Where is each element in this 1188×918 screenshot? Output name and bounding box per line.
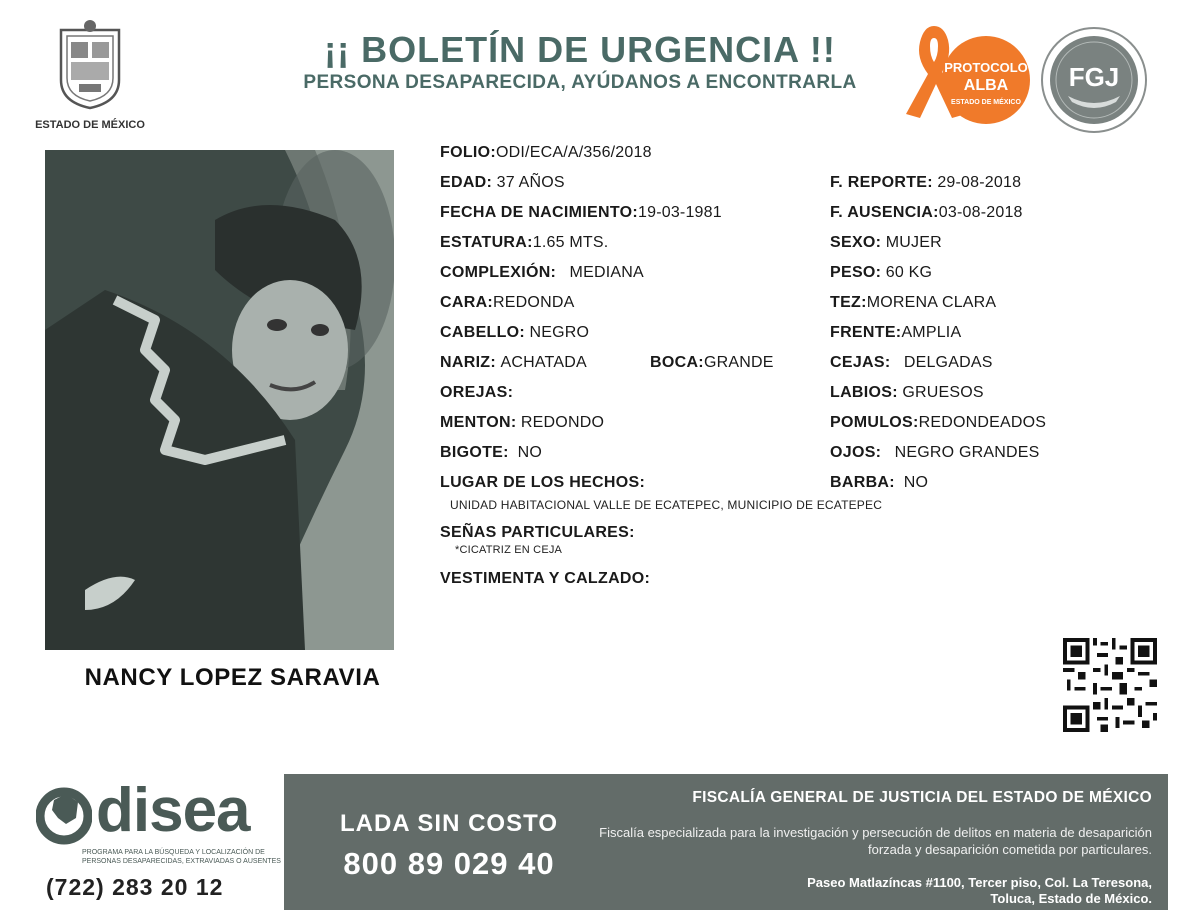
fiscalia-address	[692, 875, 1152, 907]
field-value: MORENA CLARA	[866, 294, 997, 311]
field-value: NEGRO	[529, 324, 590, 341]
field-value: ACHATADA	[500, 354, 587, 371]
field-value: NO	[517, 444, 543, 461]
field-value: 1.65 MTS.	[532, 234, 609, 251]
field-label: FECHA DE NACIMIENTO:	[440, 204, 638, 221]
field-value: 03-08-2018	[938, 204, 1023, 221]
field-label: CEJAS:	[830, 354, 891, 371]
field-barba	[830, 474, 928, 492]
field-label: CABELLO:	[440, 324, 526, 341]
field-value: MUJER	[885, 234, 942, 251]
missing-person-photo	[45, 150, 394, 650]
qr-code[interactable]	[1063, 638, 1157, 732]
fgj-logo	[1040, 26, 1148, 134]
field-label: F. AUSENCIA:	[830, 204, 939, 221]
field-label: BARBA:	[830, 474, 895, 491]
field-label: OREJAS:	[440, 384, 514, 401]
estado-de-mexico-logo	[20, 14, 160, 131]
field-label: CARA:	[440, 294, 494, 311]
field-label: BIGOTE:	[440, 444, 509, 461]
field-value: NO	[903, 474, 929, 491]
field-label: LUGAR DE LOS HECHOS:	[440, 474, 646, 491]
field-value: ODI/ECA/A/356/2018	[496, 144, 652, 161]
field-cejas	[830, 354, 993, 372]
field-lugar-hechos	[440, 474, 645, 492]
lada-number[interactable]: 800 89 029 40	[343, 846, 555, 881]
field-value: 37 AÑOS	[496, 174, 565, 191]
odisea-wordmark: disea	[96, 776, 250, 845]
field-label: BOCA:	[650, 354, 704, 371]
field-label: PESO:	[830, 264, 882, 281]
bulletin-subtitle: PERSONA DESAPARECIDA, AYÚDANOS A ENCONTRARLA	[303, 72, 857, 93]
field-label: VESTIMENTA Y CALZADO:	[440, 570, 651, 587]
field-estatura	[440, 234, 608, 252]
field-value: MEDIANA	[569, 264, 644, 281]
coat-of-arms-icon	[55, 18, 125, 110]
field-f-ausencia	[830, 204, 1023, 222]
field-folio	[440, 144, 652, 162]
protocolo-alba-logo	[900, 22, 1030, 132]
field-vestimenta	[440, 570, 650, 588]
odisea-description: PROGRAMA PARA LA BÚSQUEDA Y LOCALIZACIÓN DE PERSONAS DESAPARECIDAS, EXTRAVIADAS O AUSENTES	[82, 849, 281, 865]
address-line2: Toluca, Estado de México.	[990, 891, 1152, 906]
field-value: REDONDA	[493, 294, 575, 311]
odisea-mark-icon	[36, 786, 92, 846]
lada-label: LADA SIN COSTO	[339, 810, 558, 837]
field-pomulos	[830, 414, 1046, 432]
field-value: GRUESOS	[902, 384, 984, 401]
field-label: F. REPORTE:	[830, 174, 933, 191]
field-label: POMULOS:	[830, 414, 919, 431]
bulletin-title: ¡¡ BOLETÍN DE URGENCIA !!	[324, 29, 836, 70]
field-label: MENTON:	[440, 414, 517, 431]
field-value: GRANDE	[703, 354, 774, 371]
alba-line3: ESTADO DE MÉXICO	[951, 99, 1021, 106]
field-peso	[830, 264, 932, 282]
odisea-logo	[36, 776, 281, 912]
field-frente	[830, 324, 961, 342]
field-label: SEXO:	[830, 234, 882, 251]
field-label: FRENTE:	[830, 324, 902, 341]
fiscalia-description: Fiscalía especializada para la investigación y persecución de delitos en materia de desaparición forzada y desaparición cometida por particulares.	[599, 825, 1152, 857]
field-value: 60 KG	[885, 264, 933, 281]
field-fecha-nacimiento	[440, 204, 722, 222]
estado-de-mexico-label: ESTADO DE MÉXICO	[35, 119, 145, 131]
field-label: FOLIO:	[440, 144, 497, 161]
field-value: AMPLIA	[901, 324, 962, 341]
address-line1: Paseo Matlazíncas #1100, Tercer piso, Col. La Teresona,	[807, 875, 1152, 890]
field-label: EDAD:	[440, 174, 493, 191]
field-value: REDONDO	[520, 414, 605, 431]
field-label: TEZ:	[830, 294, 867, 311]
field-boca	[650, 354, 774, 372]
field-value: 19-03-1981	[638, 204, 722, 221]
field-label: COMPLEXIÓN:	[440, 264, 557, 281]
lugar-hechos-value: UNIDAD HABITACIONAL VALLE DE ECATEPEC, MUNICIPIO DE ECATEPEC	[450, 498, 883, 512]
field-menton	[440, 414, 604, 432]
field-label: ESTATURA:	[440, 234, 533, 251]
field-labios	[830, 384, 984, 402]
field-senas	[440, 524, 635, 542]
fiscalia-title: FISCALÍA GENERAL DE JUSTICIA DEL ESTADO DE MÉXICO	[692, 789, 1152, 806]
field-label: SEÑAS PARTICULARES:	[440, 524, 635, 541]
field-cara	[440, 294, 574, 312]
field-value: DELGADAS	[903, 354, 993, 371]
field-tez	[830, 294, 996, 312]
field-value: NEGRO GRANDES	[894, 444, 1040, 461]
contact-band	[284, 774, 1168, 910]
odisea-phone[interactable]: (722) 283 20 12	[46, 874, 224, 900]
person-name: NANCY LOPEZ SARAVIA	[84, 664, 381, 691]
field-cabello	[440, 324, 589, 342]
alba-line2: ALBA	[963, 77, 1009, 94]
field-edad	[440, 174, 565, 192]
field-complexion	[440, 264, 644, 282]
field-value: 29-08-2018	[937, 174, 1022, 191]
field-ojos	[830, 444, 1039, 462]
senas-value: *CICATRIZ EN CEJA	[455, 544, 563, 556]
field-orejas	[440, 384, 513, 402]
alba-line1: PROTOCOLO	[944, 60, 1028, 75]
field-nariz	[440, 354, 587, 372]
field-label: OJOS:	[830, 444, 882, 461]
field-value: REDONDEADOS	[918, 414, 1047, 431]
field-bigote	[440, 444, 542, 462]
field-f-reporte	[830, 174, 1021, 192]
field-label: NARIZ:	[440, 354, 497, 371]
field-label: LABIOS:	[830, 384, 898, 401]
bulletin-header	[240, 30, 920, 94]
fgj-logo-text: FGJ	[1068, 62, 1120, 92]
field-sexo	[830, 234, 942, 252]
